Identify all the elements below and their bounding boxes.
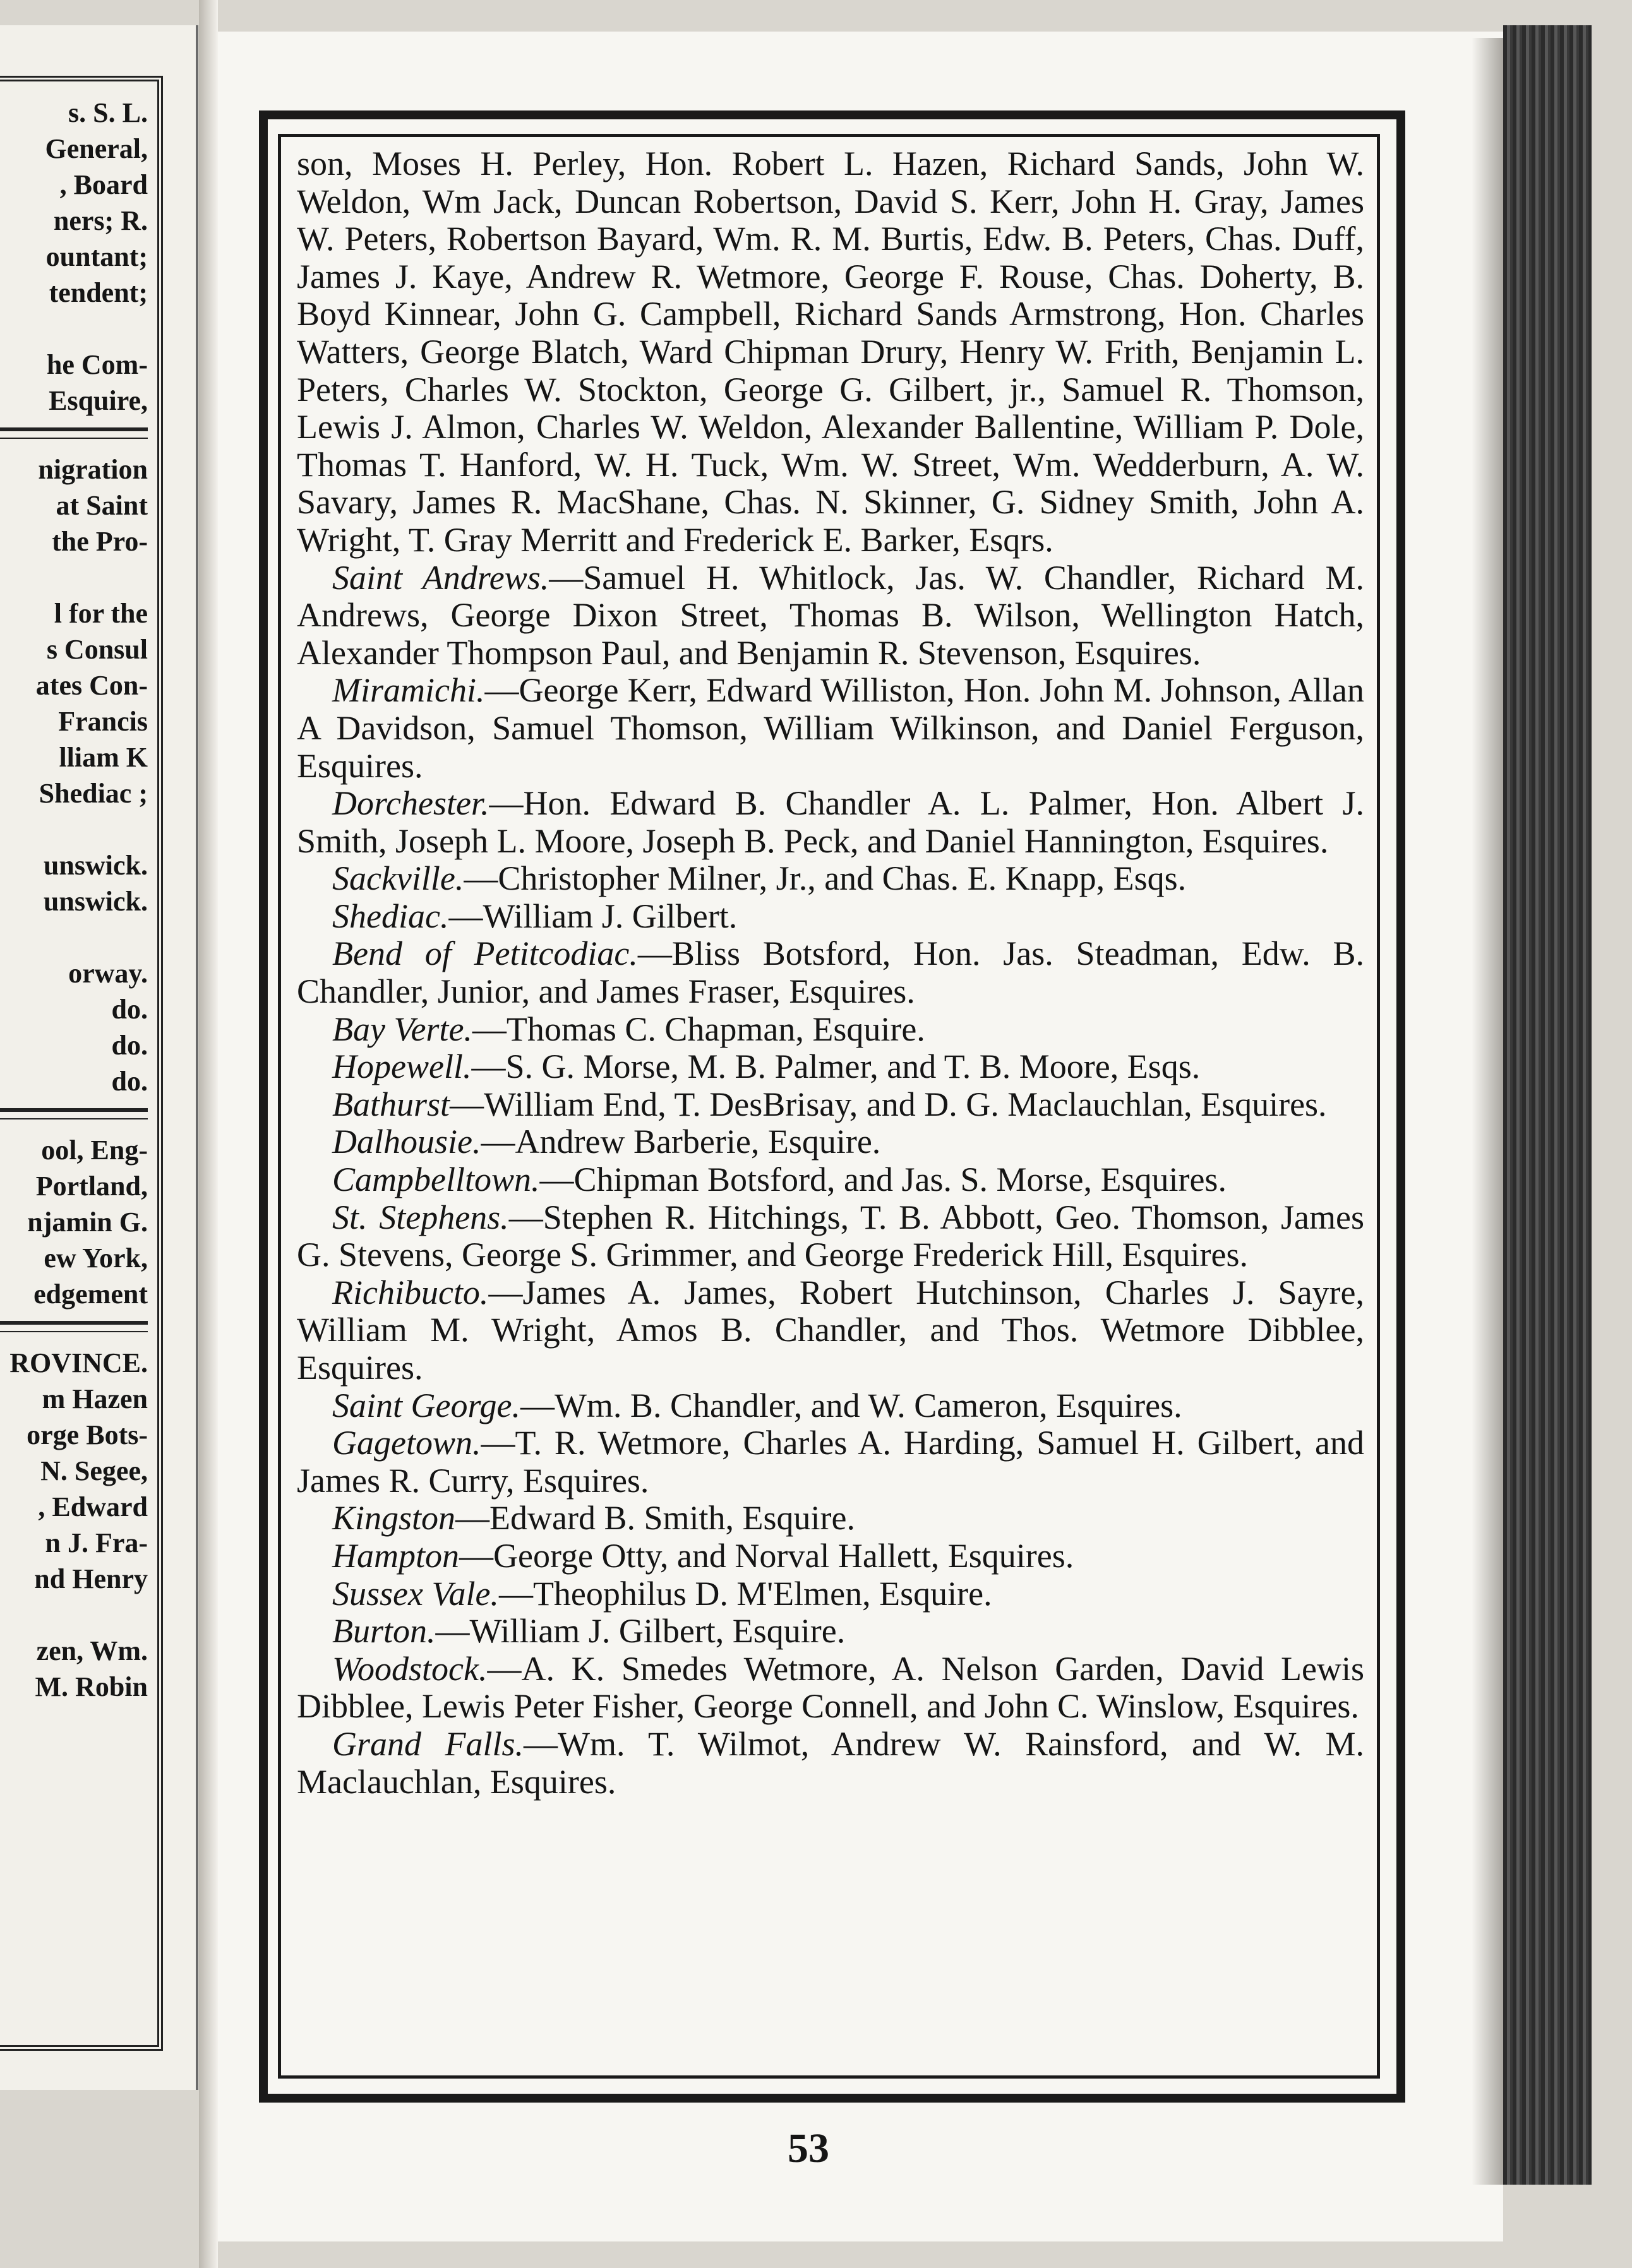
justices-names: —Wm. B. Chandler, and W. Cameron, Esquires. xyxy=(520,1386,1182,1424)
left-column-line: do. xyxy=(111,994,148,1025)
justices-names: —Theophilus D. M'Elmen, Esquire. xyxy=(498,1574,992,1613)
left-column-gap xyxy=(0,811,148,847)
justices-names: —Samuel H. Whitlock, Jas. W. Chandler, Richard M. Andrews, George Dixon Street, Thomas B. Wilson, Wellington Hatch, Alexander Thompson Paul, and Benjamin R. Stevenson, Esquires. xyxy=(297,558,1364,672)
place-entry xyxy=(297,1424,1364,1500)
left-column-line: ew York, xyxy=(44,1243,148,1274)
left-column-line: Esquire, xyxy=(49,385,148,416)
justices-names: —William J. Gilbert. xyxy=(448,897,738,935)
left-column-line: s. S. L. xyxy=(68,97,148,128)
place-entry xyxy=(297,898,1364,936)
left-column-line: edgement xyxy=(33,1279,148,1310)
place-entry xyxy=(297,1048,1364,1086)
left-column-line: ROVINCE. xyxy=(9,1347,148,1378)
left-column-rule xyxy=(0,1108,148,1119)
place-entry xyxy=(297,1387,1364,1425)
place-entry xyxy=(297,1613,1364,1650)
left-column-line: Portland, xyxy=(35,1171,148,1202)
place-name: Richibucto. xyxy=(332,1273,489,1311)
place-name: Kingston xyxy=(332,1499,456,1537)
left-column-gap xyxy=(0,559,148,595)
left-column-line: N. Segee, xyxy=(40,1455,148,1486)
left-column-line: orway. xyxy=(68,958,148,989)
justices-names: —William J. Gilbert, Esquire. xyxy=(435,1612,846,1650)
place-entry xyxy=(297,935,1364,1010)
place-entry xyxy=(297,1011,1364,1049)
left-column-line: ates Con- xyxy=(35,670,148,701)
opening-paragraph: son, Moses H. Perley, Hon. Robert L. Hazen, Richard Sands, John W. Weldon, Wm Jack, Duncan Robertson, David S. Kerr, John H. Gray, James W. Peters, Robertson Bayard, Wm. R. M. Burtis, Edw. B. Peters, Chas. Duff, James J. Kaye, Andrew R. Wetmore, George F. Rouse, Chas. Doherty, B. Boyd Kinnear, John G. Campbell, Richard Sands Armstrong, Hon. Charles Watters, George Blatch, Ward Chipman Drury, Henry W. Frith, Benjamin L. Peters, Charles W. Stockton, George G. Gilbert, jr., Samuel R. Thomson, Lewis J. Almon, Charles W. Weldon, Alexander Ballentine, William P. Dole, Thomas T. Hanford, W. H. Tuck, Wm. W. Street, Wm. Wedderburn, A. W. Savary, James R. MacShane, Chas. N. Skinner, G. Sidney Smith, John A. Wright, T. Gray Merritt and Frederick E. Barker, Esqrs. xyxy=(297,145,1364,559)
left-column-line: ountant; xyxy=(45,241,148,272)
left-column-line: he Com- xyxy=(46,349,148,380)
left-column-line: ners; R. xyxy=(53,205,148,236)
left-column-line: do. xyxy=(111,1066,148,1097)
entries-list xyxy=(297,559,1364,1801)
justices-names: —George Otty, and Norval Hallett, Esquires. xyxy=(459,1536,1074,1575)
justices-names: —Hon. Edward B. Chandler A. L. Palmer, Hon. Albert J. Smith, Joseph L. Moore, Joseph B. Peck, and Daniel Hannington, Esquires. xyxy=(297,784,1364,860)
place-name: Dalhousie. xyxy=(332,1123,481,1161)
justices-names: —S. G. Morse, M. B. Palmer, and T. B. Moore, Esqs. xyxy=(471,1047,1201,1086)
place-entry xyxy=(297,1650,1364,1726)
page-edge-shadow xyxy=(1472,38,1503,2185)
left-column-line: unswick. xyxy=(43,850,148,881)
place-entry xyxy=(297,1123,1364,1161)
left-column-line: Shediac ; xyxy=(39,778,148,809)
left-column-line: nigration xyxy=(38,454,148,485)
book-gutter xyxy=(199,0,218,2268)
place-entry xyxy=(297,1500,1364,1537)
left-column-line: l for the xyxy=(54,598,148,629)
justices-names: —Bliss Botsford, Hon. Jas. Steadman, Edw. B. Chandler, Junior, and James Fraser, Esquires. xyxy=(297,934,1365,1011)
left-column-line: at Saint xyxy=(56,490,148,521)
place-entry xyxy=(297,1199,1364,1274)
left-column-line: , Edward xyxy=(38,1491,148,1522)
place-name: Hopewell. xyxy=(332,1047,472,1086)
left-column-line: Francis xyxy=(58,706,148,737)
left-column-line: unswick. xyxy=(43,886,148,917)
justices-names: —William End, T. DesBrisay, and D. G. Maclauchlan, Esquires. xyxy=(450,1085,1327,1123)
left-column-gap xyxy=(0,311,148,347)
justices-names: —Wm. T. Wilmot, Andrew W. Rainsford, and W. M. Maclauchlan, Esquires. xyxy=(297,1724,1364,1801)
place-entry xyxy=(297,559,1364,672)
place-name: Miramichi. xyxy=(332,671,485,710)
place-entry xyxy=(297,860,1364,898)
place-name: Dorchester. xyxy=(332,784,489,823)
place-entry xyxy=(297,785,1364,860)
left-column-line: zen, Wm. xyxy=(36,1635,148,1666)
place-name: Gagetown. xyxy=(332,1424,481,1462)
justices-names: —Andrew Barberie, Esquire. xyxy=(481,1123,881,1161)
left-column-line: tendent; xyxy=(49,277,148,308)
justices-names: —T. R. Wetmore, Charles A. Harding, Samuel H. Gilbert, and James R. Curry, Esquires. xyxy=(297,1424,1364,1500)
place-name: Shediac. xyxy=(332,897,449,935)
left-column-line: njamin G. xyxy=(27,1207,148,1238)
place-name: Woodstock. xyxy=(332,1649,488,1688)
place-entry xyxy=(297,1161,1364,1199)
magistrates-list xyxy=(297,145,1364,1801)
place-name: Bay Verte. xyxy=(332,1010,472,1048)
place-name: St. Stephens. xyxy=(332,1198,509,1236)
left-column-line: nd Henry xyxy=(34,1563,148,1594)
justices-names: —James A. James, Robert Hutchinson, Charles J. Sayre, William M. Wright, Amos B. Chandler, and Thos. Wetmore Dibblee, Esquires. xyxy=(297,1273,1364,1387)
left-page-fragment xyxy=(0,25,198,2090)
place-name: Campbelltown. xyxy=(332,1161,540,1199)
left-column-gap xyxy=(0,1597,148,1633)
place-name: Sussex Vale. xyxy=(332,1574,499,1613)
page-number: 53 xyxy=(788,2125,829,2171)
place-name: Bend of Petitcodiac. xyxy=(332,934,638,973)
left-column-line: orge Bots- xyxy=(27,1419,148,1450)
place-entry xyxy=(297,1537,1364,1575)
left-column-line: n J. Fra- xyxy=(45,1527,148,1558)
place-name: Saint George. xyxy=(332,1386,520,1424)
justices-names: —Edward B. Smith, Esquire. xyxy=(455,1499,855,1537)
left-column-line: lliam K xyxy=(59,742,148,773)
place-entry xyxy=(297,1726,1364,1801)
justices-names: —Christopher Milner, Jr., and Chas. E. Knapp, Esqs. xyxy=(464,859,1187,898)
left-column-gap xyxy=(0,919,148,955)
left-column-line: the Pro- xyxy=(52,526,148,557)
place-name: Saint Andrews. xyxy=(332,558,549,597)
place-entry xyxy=(297,1274,1364,1387)
place-name: Grand Falls. xyxy=(332,1724,524,1763)
justices-names: —George Kerr, Edward Williston, Hon. John M. Johnson, Allan A Davidson, Samuel Thomson, William Wilkinson, and Daniel Ferguson, Esquires. xyxy=(297,671,1364,785)
place-entry xyxy=(297,1086,1364,1124)
left-column-rule xyxy=(0,427,148,439)
left-column-rule xyxy=(0,1321,148,1332)
justices-names: —Chipman Botsford, and Jas. S. Morse, Esquires. xyxy=(539,1161,1227,1199)
left-column-line: m Hazen xyxy=(42,1383,148,1414)
left-column-line: s Consul xyxy=(46,634,148,665)
left-column-line: M. Robin xyxy=(35,1671,148,1702)
left-column-line: ool, Eng- xyxy=(41,1135,148,1166)
left-column-line: do. xyxy=(111,1030,148,1061)
justices-names: —Stephen R. Hitchings, T. B. Abbott, Geo. Thomson, James G. Stevens, George S. Grimmer, and George Frederick Hill, Esquires. xyxy=(297,1198,1364,1274)
place-name: Burton. xyxy=(332,1612,436,1650)
place-entry xyxy=(297,672,1364,785)
place-entry xyxy=(297,1575,1364,1613)
justices-names: —A. K. Smedes Wetmore, A. Nelson Garden, David Lewis Dibblee, Lewis Peter Fisher, George Connell, and John C. Winslow, Esquires. xyxy=(297,1649,1364,1726)
place-name: Bathurst xyxy=(332,1085,450,1123)
book-page-edges xyxy=(1503,25,1592,2185)
place-name: Sackville. xyxy=(332,859,464,898)
left-column-text xyxy=(0,95,148,1705)
left-column-line: General, xyxy=(45,133,148,164)
justices-names: —Thomas C. Chapman, Esquire. xyxy=(472,1010,925,1048)
place-name: Hampton xyxy=(332,1536,459,1575)
left-column-line: , Board xyxy=(59,169,148,200)
